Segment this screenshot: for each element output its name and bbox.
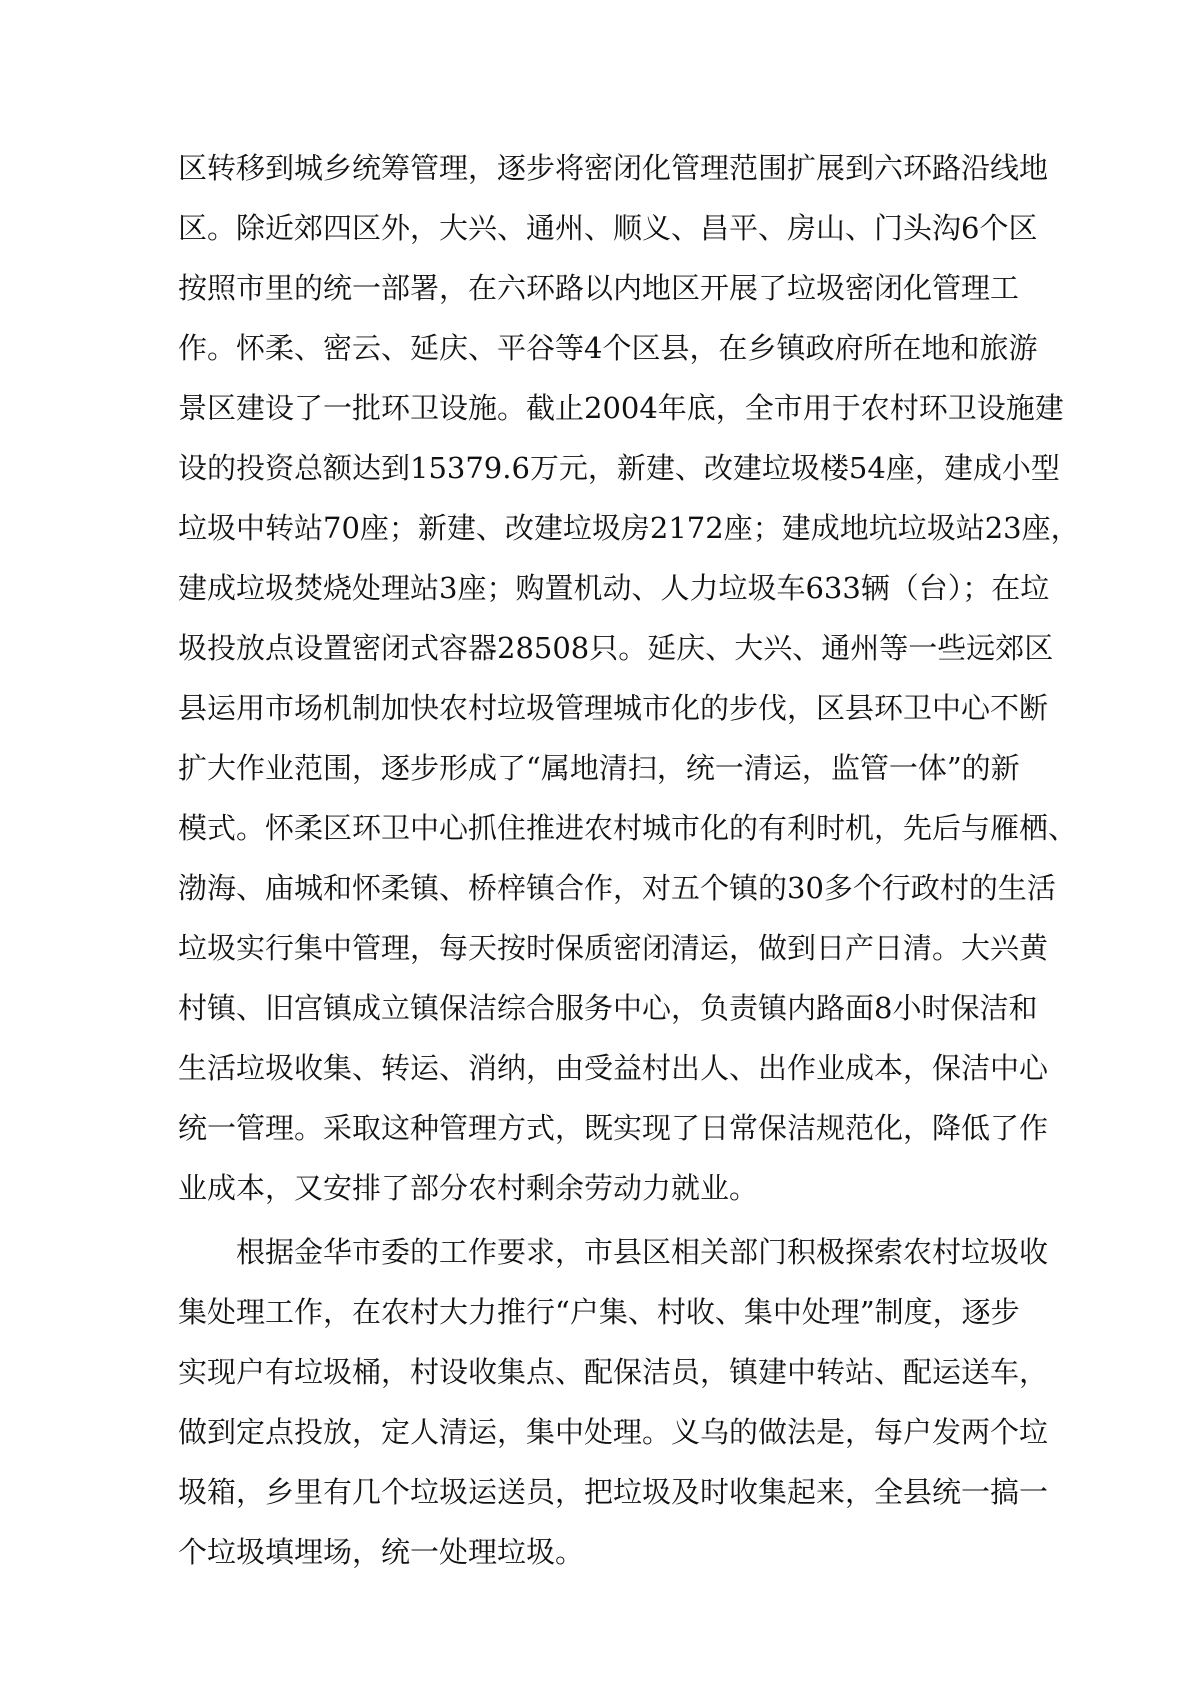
text-line: 圾投放点设置密闭式容器28508只。延庆、大兴、通州等一些远郊区 <box>178 631 1054 665</box>
text-line: 模式。怀柔区环卫中心抓住推进农村城市化的有利时机，先后与雁栖、 <box>178 811 1078 845</box>
text-line: 县运用市场机制加快农村垃圾管理城市化的步伐，区县环卫中心不断 <box>178 691 1049 725</box>
text-line: 设的投资总额达到15379.6万元，新建、改建垃圾楼54座，建成小型 <box>178 451 1060 485</box>
text-line: 统一管理。采取这种管理方式，既实现了日常保洁规范化，降低了作 <box>178 1111 1049 1145</box>
paragraph-2 <box>178 1234 1049 1594</box>
text-line: 垃圾实行集中管理，每天按时保质密闭清运，做到日产日清。大兴黄 <box>178 931 1049 965</box>
text-line: 景区建设了一批环卫设施。截止2004年底，全市用于农村环卫设施建 <box>178 391 1064 425</box>
text-line: 业成本，又安排了部分农村剩余劳动力就业。 <box>178 1171 759 1205</box>
text-line: 个垃圾填埋场，统一处理垃圾。 <box>178 1535 585 1569</box>
paragraph-1 <box>178 150 1080 1230</box>
text-line: 村镇、旧宫镇成立镇保洁综合服务中心，负责镇内路面8小时保洁和 <box>178 991 1038 1025</box>
document-body <box>178 150 1080 1594</box>
text-line: 区。除近郊四区外，大兴、通州、顺义、昌平、房山、门头沟6个区 <box>178 211 1038 245</box>
text-line: 渤海、庙城和怀柔镇、桥梓镇合作，对五个镇的30多个行政村的生活 <box>178 871 1056 905</box>
text-line: 圾箱，乡里有几个垃圾运送员，把垃圾及时收集起来，全县统一搞一 <box>178 1475 1049 1509</box>
text-line: 生活垃圾收集、转运、消纳，由受益村出人、出作业成本，保洁中心 <box>178 1051 1049 1085</box>
text-line: 根据金华市委的工作要求，市县区相关部门积极探索农村垃圾收 <box>236 1235 1049 1269</box>
text-line: 作。怀柔、密云、延庆、平谷等4个区县，在乡镇政府所在地和旅游 <box>178 331 1038 365</box>
text-line: 建成垃圾焚烧处理站3座；购置机动、人力垃圾车633辆（台）；在垃 <box>178 571 1050 605</box>
text-line: 集处理工作，在农村大力推行“户集、村收、集中处理”制度，逐步 <box>178 1295 1020 1329</box>
text-line: 垃圾中转站70座；新建、改建垃圾房2172座；建成地坑垃圾站23座， <box>178 511 1080 545</box>
text-line: 按照市里的统一部署，在六环路以内地区开展了垃圾密闭化管理工 <box>178 271 1020 305</box>
text-line: 区转移到城乡统筹管理，逐步将密闭化管理范围扩展到六环路沿线地 <box>178 151 1049 185</box>
text-line: 做到定点投放，定人清运，集中处理。义乌的做法是，每户发两个垃 <box>178 1415 1049 1449</box>
text-line: 实现户有垃圾桶，村设收集点、配保洁员，镇建中转站、配运送车， <box>178 1355 1049 1389</box>
text-line: 扩大作业范围，逐步形成了“属地清扫，统一清运，监管一体”的新 <box>178 751 1020 785</box>
